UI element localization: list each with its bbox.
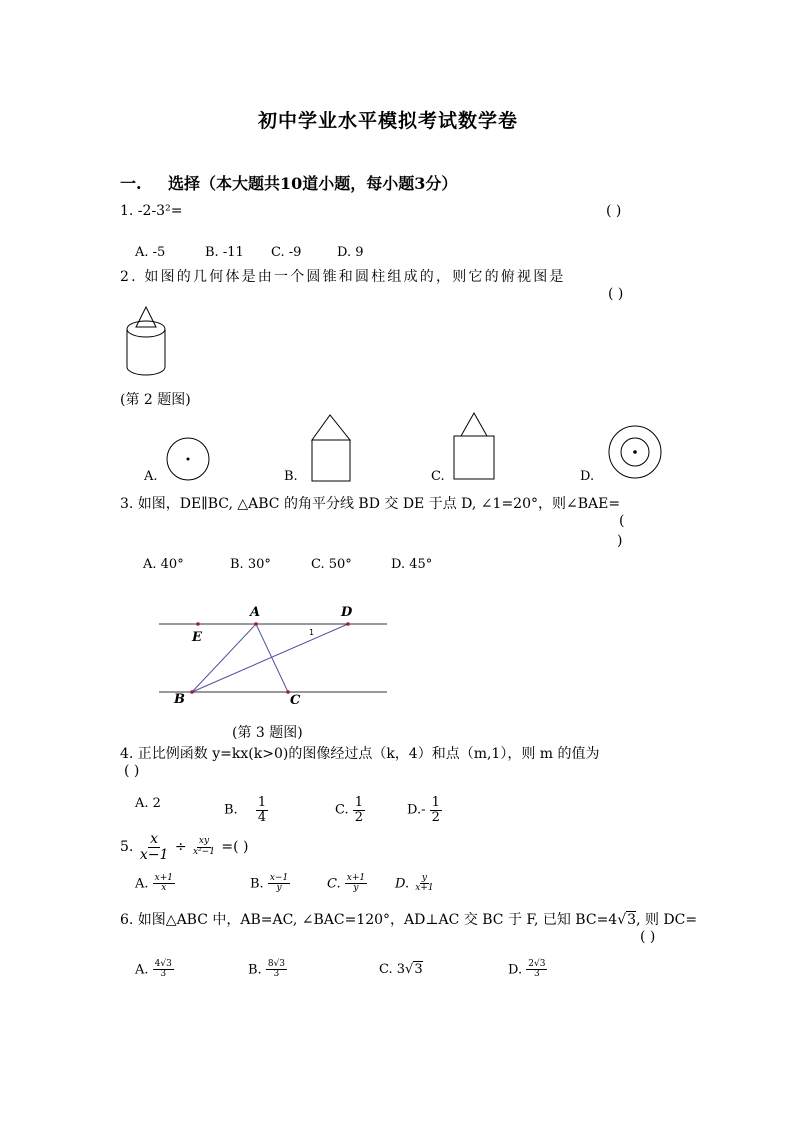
q1-option-d: D. 9 [337,245,364,260]
q2-option-a-label: A. [144,469,158,484]
q4-answer-paren: ( ) [124,763,140,779]
q3-option-b: B. 30° [230,557,271,572]
q2-figure-caption: (第 2 题图) [120,392,191,408]
angle-1-label: 1 [309,628,315,637]
cone-outline [136,307,156,327]
q1-option-c: C. -9 [271,245,302,260]
q3-figure-caption: (第 3 题图) [232,725,303,741]
q5-option-b: B. $\frac{x-1}{y}$ [250,873,289,894]
q6-option-d: D. $\frac{2√3}{3}$ [508,959,546,980]
q2-answer-paren: ( ) [608,286,624,302]
q2-stem: 2. 如图的几何体是由一个圆锥和圆柱组成的，则它的俯视图是 [120,269,566,285]
point-e-label: E [192,630,202,645]
q4-option-a: A. 2 [135,796,161,811]
q3-paren-close: ) [617,533,623,549]
q3-option-d: D. 45° [391,557,433,572]
section-number: 一. [120,174,142,193]
q3-geometry-figure [155,600,395,710]
segment-ac [256,624,288,692]
q2-option-b-label: B. [284,469,298,484]
q5-stem: 5. $\frac{x}{x-1}$ ÷ $\frac{xy}{\text{x²−1}}$ =( ) [120,831,249,863]
q2-option-a-figure [165,436,211,482]
q5-option-c: C. $\frac{x+1}{y}$ [327,873,366,894]
q1-stem: 1. -2-3²= [120,203,183,219]
q3-option-a: A. 40° [143,557,184,572]
cylinder-bottom [127,367,165,375]
q5-option-a: A. $\frac{x+1}{x}$ [135,873,174,894]
q1-answer-paren: ( ) [606,203,622,219]
q6-option-a: A. $\frac{4√3}{3}$ [135,959,172,980]
q6-stem: 6. 如图△ABC 中，AB=AC, ∠BAC=120°，AD⊥AC 交 BC 于 F, 已知 BC=4√3, 则 DC= [120,912,698,928]
point-c-label: C [290,693,301,708]
q6-option-c: C. 3√3 [379,962,423,977]
point-b-label: B [174,692,185,707]
q2-solid-figure [118,303,174,383]
point-a-label: A [250,605,261,620]
section-heading: 选择（本大题共10道小题，每小题3分） [168,174,458,193]
q4-option-d: D.- $\frac{1}{2}$ [407,795,440,825]
q4-option-c: C. $\frac{1}{2}$ [335,795,364,825]
q5-option-d: D. $\frac{y}{x+1}$ [395,873,434,894]
cylinder-top [127,321,165,337]
q6-answer-paren: ( ) [640,929,656,945]
q3-stem: 3. 如图，DE∥BC, △ABC 的角平分线 BD 交 DE 于点 D, ∠1=20°，则∠BAE= [120,496,621,512]
q2-option-b-figure [311,413,351,483]
q3-paren-open: ( [619,513,625,529]
q1-option-a: A. -5 [135,245,166,260]
point-d-label: D [341,605,353,620]
q2-option-c-label: C. [431,469,445,484]
q2-option-d-label: D. [580,469,595,484]
q4-stem: 4. 正比例函数 y=kx(k>0)的图像经过点（k，4）和点（m,1），则 m 的值为 [120,746,600,762]
q6-option-b: B. $\frac{8√3}{3}$ [248,959,286,980]
q1-option-b: B. -11 [205,245,244,260]
q2-option-c-figure [453,411,495,483]
q3-option-c: C. 50° [311,557,352,572]
page-title: 初中学业水平模拟考试数学卷 [258,110,519,132]
segment-bd [192,624,348,692]
q2-option-d-figure [607,424,663,480]
q4-option-b: B. $\frac{1}{4}$ [224,795,267,825]
